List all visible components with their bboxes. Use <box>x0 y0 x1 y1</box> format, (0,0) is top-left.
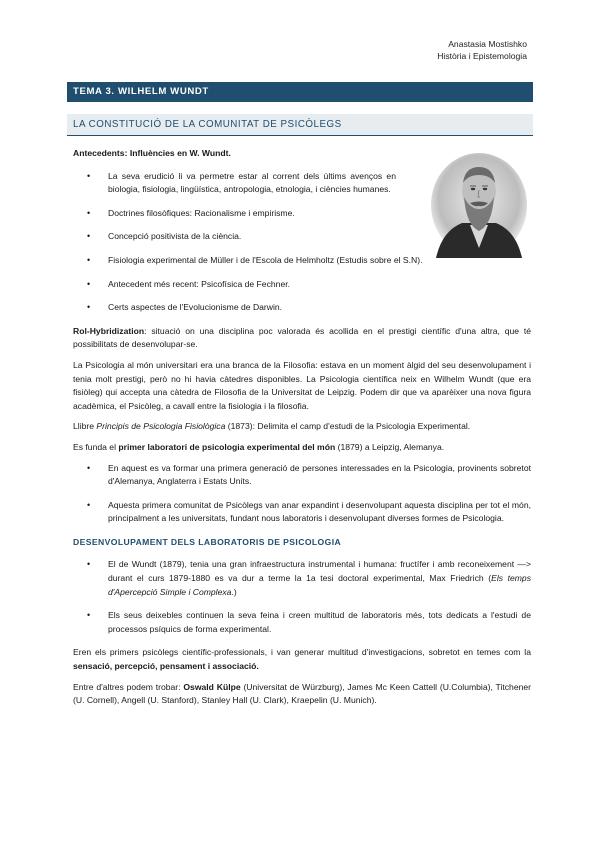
psychology-university-paragraph: La Psicologia al món universitari era una branca de la Filosofia: estava en un moment àlgid del seu desenvolupament i tenia molt prestigi, però no hi havia càtedres disponibles. La Psicologia científica neix en Wilhelm Wundt (que era fisiòleg) qui accepta una càtedra de Filosofia de la Universitat de Leipzig. Podem dir que va aparèixer una nova figura acadèmica, el Psicòleg, a cavall entre la fisiologia i la filosofia. <box>73 359 531 411</box>
labs-list <box>73 558 531 636</box>
book-title: Principis de Psicologia Fisiològica <box>96 421 226 432</box>
first-psychologists-paragraph <box>73 646 531 673</box>
antecedents-heading: Antecedents: Influències en W. Wundt. <box>73 148 231 158</box>
rol-definition: : situació on una disciplina poc valorada és acollida en el prestigi científic d'una altra, que té possibilitats de desenvolupar-se. <box>73 325 531 350</box>
list-item: • Fisiologia experimental de Müller i de l'Escola de Helmholtz (Estudis sobre el S.N). <box>73 254 531 268</box>
book-paragraph <box>73 420 531 434</box>
page-header <box>437 38 527 62</box>
list-item: • En aquest es va formar una primera generació de persones interessades en la Psicologia, provinents sobretot d'Alemanya, Anglaterra i Estats Units. <box>73 462 531 489</box>
eren-text: Eren els primers psicòlegs científic-professionals, i van generar multitud d'investigacions, sobretot en temes com la <box>73 647 531 658</box>
research-topics: sensació, percepció, pensament i associació. <box>73 661 259 672</box>
laboratory-paragraph <box>73 441 531 455</box>
list-item: • Certs aspectes de l'Evolucionisme de Darwin. <box>73 301 531 315</box>
list-item: • Doctrines filosòfiques: Racionalisme i empirisme. <box>73 207 531 221</box>
book-prefix: Llibre <box>73 421 97 432</box>
list-item: • Concepció positivista de la ciència. <box>73 230 531 244</box>
community-list <box>73 462 531 526</box>
subject-name: Història i Epistemologia <box>437 51 527 61</box>
lab-bold: primer laboratori de psicologia experimental del món <box>118 441 336 452</box>
section-heading: LA CONSTITUCIÓ DE LA COMUNITAT DE PSICÒLEGS <box>67 114 533 136</box>
document-body <box>73 147 531 715</box>
researchers-paragraph <box>73 681 531 708</box>
lab-suffix: (1879) a Leipzig, Alemanya. <box>335 441 445 452</box>
book-suffix: (1873): Delimita el camp d'estudi de la Psicologia Experimental. <box>225 421 471 432</box>
thesis-title: Els temps d'Apercepció Simple i Complexa. <box>108 573 532 597</box>
lab-prefix: Es funda el <box>73 441 119 452</box>
kulpe-name: Oswald Külpe <box>183 681 241 692</box>
author-name: Anastasia Mostishko <box>448 39 527 49</box>
rol-hybridization-paragraph <box>73 325 531 352</box>
list-item <box>73 558 531 599</box>
list-item: • Aquesta primera comunitat de Psicòlegs van anar expandint i desenvolupant aquesta disciplina per tot el món, principalment a les universitats, fundant nous laboratoris i desenvolupant diverses formes de Psicologia. <box>73 499 531 526</box>
list-item: • Antecedent més recent: Psicofísica de Fechner. <box>73 278 531 292</box>
entre-prefix: Entre d'altres podem trobar: <box>73 681 184 692</box>
influences-list <box>73 170 531 315</box>
rol-term: Rol-Hybridization <box>73 325 145 336</box>
topic-title: TEMA 3. WILHELM WUNDT <box>67 82 533 102</box>
researchers-list: (Universitat de Würzburg), James Mc Keen Cattell (U.Columbia), Titchener (U. Cornell), Angell (U. Stanford), Stanley Hall (U. Clark), Kraepelin (U. Munich). <box>73 681 532 706</box>
list-item: • La seva erudició li va permetre estar al corrent dels últims avenços en biologia, fisiologia, lingüística, antropologia, etnologia, i ciències humanes. <box>73 170 396 197</box>
labs-development-heading: DESENVOLUPAMENT DELS LABORATORIS DE PSICOLOGIA <box>73 536 342 547</box>
wundt-lab-end: ) <box>233 586 237 597</box>
list-item: • Els seus deixebles continuen la seva feina i creen multitud de laboratoris més, tots dedicats a l'estudi de processos psíquics de forma experimental. <box>73 609 531 636</box>
wundt-lab-text: El de Wundt (1879), tenia una gran infraestructura instrumental i humana: fructífer i amb reconeixement —> durant el curs 1879-1880 es va dur a terme la 1a tesi doctoral experimental, Max Friedrich ( <box>108 559 531 584</box>
